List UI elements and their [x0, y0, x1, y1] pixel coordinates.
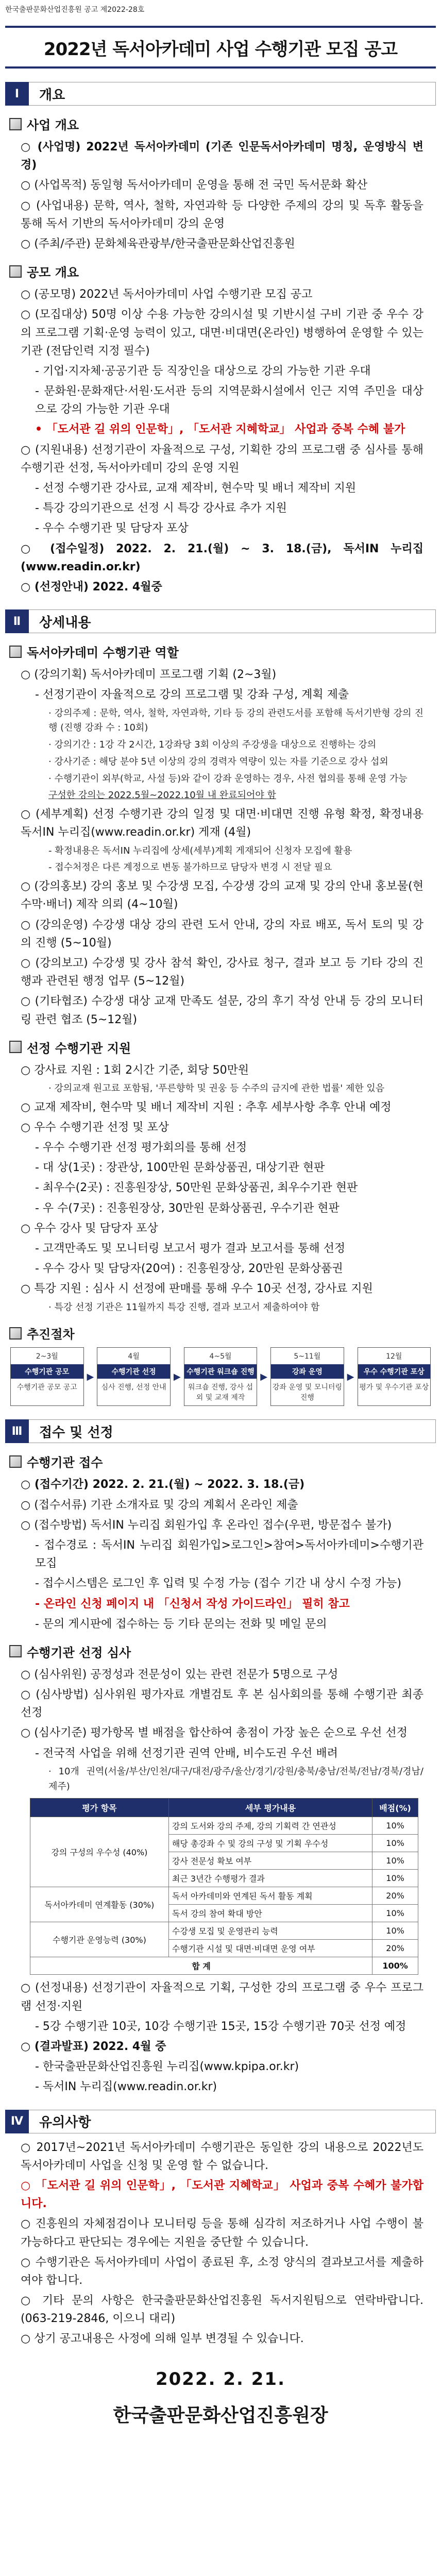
contest-item: ○ (공모명) 2022년 독서아카데미 사업 수행기관 모집 공고 — [21, 288, 313, 301]
section-title: 개요 — [29, 82, 436, 106]
support-item: - 우 수(7곳) : 진흥원장상, 30만원 문화상품권, 우수기관 현판 — [35, 1201, 340, 1215]
review-item: ○ (심사기준) 평가항목 별 배점을 합산하여 총점이 가장 높은 순으로 우선 선정 — [21, 1726, 408, 1740]
kpipa-link[interactable]: - 한국출판문화산업진흥원 누리집(www.kpipa.or.kr) — [35, 2060, 299, 2074]
review-list — [21, 1666, 423, 1794]
readin-link[interactable]: - 독서IN 누리집(www.readin.or.kr) — [35, 2080, 217, 2094]
review-item: ○ (심사방법) 심사위원 평가자료 개별검토 후 본 심사회의를 통해 수행기관 최종 선정 — [21, 1688, 423, 1720]
support-item: - 대 상(1곳) : 장관상, 100만원 문화상품권, 대상기관 현판 — [35, 1161, 325, 1175]
contest-item: ○ (접수일정) 2022. 2. 21.(월) ~ 3. 18.(금), 독서IN 누리집(www.readin.or.kr) — [21, 542, 423, 573]
checkbox-bullet-icon — [9, 118, 22, 130]
support-item: - 최우수(2곳) : 진흥원장상, 50만원 문화상품권, 최우수기관 현판 — [35, 1181, 358, 1195]
section-4-header — [5, 2110, 436, 2133]
role-note: - 확정내용은 독서IN 누리집에 상세(세부)계획 게재되어 신청자 모집에 활용 — [48, 845, 352, 856]
checkbox-bullet-icon — [9, 1455, 22, 1468]
support-item: ○ 우수 수행기관 선정 및 포상 — [21, 1121, 169, 1134]
contest-item: - 문화원·문화재단·서원·도서관 등의 지역문화시설에서 인근 지역 주민을 대상으로 강의 가능한 기관 우대 — [35, 385, 423, 416]
selection-item: ○ (선정내용) 선정기관이 자율적으로 기획, 구성한 강의 프로그램 중 우수 프로그램 선정·지원 — [21, 1981, 423, 2013]
table-row: 해당 총강좌 수 및 강의 구성 및 기획 우수성 10% — [30, 1835, 418, 1852]
review-note: · 10개 권역(서울/부산/인천/대구/대전/광주/울산/경기/강원/충북/충남/전북/전남/경북/경남/제주) — [48, 1766, 423, 1792]
support-item: ○ 교재 제작비, 현수막 및 배너 제작비 지원 : 추후 세부사항 추후 안내 예정 — [21, 1100, 392, 1114]
selection-item: - 5강 수행기관 10곳, 10강 수행기관 15곳, 15강 수행기관 70곳 선정 예정 — [35, 2020, 406, 2033]
contest-item: - 우수 수행기관 및 담당자 포상 — [35, 522, 189, 535]
support-note: · 특강 선정 기관은 11월까지 특강 진행, 결과 보고서 제출하여야 함 — [48, 1301, 320, 1313]
support-item: - 우수 수행기관 선정 평가회의를 통해 선정 — [35, 1141, 247, 1155]
support-note: · 강의교재 원고료 포함됨, '푸른향학 및 권웅 등 수주의 금지에 관한 법률' 제한 있음 — [48, 1082, 385, 1094]
section-title: 상세내용 — [29, 609, 436, 633]
support-list — [21, 1061, 423, 1315]
arrow-right-icon: ▶ — [347, 1371, 354, 1382]
arrow-right-icon: ▶ — [173, 1371, 181, 1382]
application-item: ○ (접수방법) 독서IN 누리집 회원가입 후 온라인 접수(우편, 방문접수 불가) — [21, 1518, 392, 1532]
support-item: ○ 특강 지원 : 심사 시 선정에 판매를 통해 우수 10곳 선정, 강사료 지원 — [21, 1282, 373, 1296]
application-guide-link[interactable]: - 온라인 신청 페이지 내 「신청서 작성 가이드라인」 필히 참고 — [35, 1597, 350, 1611]
checkbox-bullet-icon — [9, 265, 22, 278]
role-item: ○ (기타협조) 수강생 대상 교재 만족도 설문, 강의 후기 작성 안내 등 강의 모니터링 관련 협조 (5~12월) — [21, 995, 423, 1026]
role-note: · 강의주제 : 문학, 역사, 철학, 자연과학, 기타 등 강의 관련도서를 포함해 독서기반형 강의 진행 (진행 강좌 수 : 10회) — [48, 707, 423, 734]
table-row: 수행기관 시설 및 대면·비대면 운영 여부 20% — [30, 1940, 418, 1957]
role-item: - 선정기관이 자율적으로 강의 프로그램 및 강좌 구성, 계획 제출 — [35, 688, 349, 702]
application-item: - 접수경로 : 독서IN 누리집 회원가입>로그인>참여>독서아카데미>수행기관 모집 — [35, 1538, 423, 1570]
role-item: ○ (강의홍보) 강의 홍보 및 수강생 모집, 수강생 강의 교재 및 강의 안내 홍보물(현수막·배너) 제작 의뢰 (4~10월) — [21, 880, 423, 911]
evaluation-table — [30, 1798, 418, 1975]
table-row: 수행기관 운영능력 (30%) 수강생 모집 및 운영관리 능력 10% — [30, 1922, 418, 1940]
process-step: 4월 수행기관 선정 심사 진행, 선정 안내 — [97, 1347, 171, 1406]
support-item: - 우수 강사 및 담당자(20여) : 진흥원장상, 20만원 문화상품권 — [35, 1262, 343, 1276]
overview-item: ○ (사업내용) 문학, 역사, 철학, 자연과학 등 다양한 주제의 강의 및 독후 활동을 통해 독서 기반의 독서아카데미 강의 운영 — [21, 199, 423, 230]
table-row: 독서 강의 참여 확대 방안 10% — [30, 1905, 418, 1922]
application-item: - 접수시스템은 로그인 후 입력 및 수정 가능 (접수 기간 내 상시 수정 가능) — [35, 1577, 402, 1590]
section-number: Ⅲ — [5, 1419, 29, 1443]
table-row: 최근 3년간 수행평가 결과 10% — [30, 1870, 418, 1887]
section-3-header — [5, 1419, 436, 1443]
role-note: · 수행기관이 외부(학교, 사설 등)와 같이 강좌 운영하는 경우, 사전 협의를 통해 운영 가능 — [48, 773, 408, 784]
notice-list — [21, 2139, 423, 2348]
table-row: 독서아카데미 연계활동 (30%) 독서 아카데미와 연계된 독서 활동 계획 20% — [30, 1887, 418, 1905]
subsection-heading: 추진절차 — [9, 1324, 432, 1342]
role-item: ○ (강의보고) 수강생 및 강사 참석 확인, 강사료 청구, 결과 보고 등 기타 강의 진행과 관련된 행정 업무 (5~12월) — [21, 957, 423, 988]
notice-item: ○ 진흥원의 자체점검이나 모니터링 등을 통해 심각히 저조하거나 사업 수행이 불가능하다고 판단되는 경우에는 지원을 중단할 수 있습니다. — [21, 2217, 423, 2249]
section-number: Ⅳ — [5, 2110, 29, 2133]
arrow-right-icon: ▶ — [87, 1371, 94, 1382]
selection-item: ○ (결과발표) 2022. 4월 중 — [21, 2040, 166, 2053]
application-item: - 문의 게시판에 접수하는 등 기타 문의는 전화 및 메일 문의 — [35, 1617, 327, 1631]
notice-item: ○ 기타 문의 사항은 한국출판문화산업진흥원 독서지원팀으로 연락바랍니다. (063-219-2846, 이으니 대리) — [21, 2294, 423, 2326]
contest-item: ○ (지원내용) 선정기관이 자율적으로 구성, 기획한 강의 프로그램 중 심사를 통해 수행기관 선정, 독서아카데미 강의 운영 지원 — [21, 443, 423, 474]
subsection-heading: 선정 수행기관 지원 — [9, 1038, 432, 1056]
business-overview — [21, 138, 423, 253]
subsection-heading: 공모 개요 — [9, 262, 432, 280]
review-item: ○ (심사위원) 공정성과 전문성이 있는 관련 전문가 5명으로 구성 — [21, 1668, 338, 1681]
contest-item: ○ (선정안내) 2022. 4월중 — [21, 580, 162, 594]
overview-item: ○ (사업명) 2022년 독서아카데미 (기존 인문독서아카데미 명칭, 운영방식 변경) — [21, 141, 423, 172]
section-1-header — [5, 82, 436, 106]
application-list — [21, 1476, 423, 1633]
section-number: Ⅰ — [5, 82, 29, 106]
process-step: 12월 우수 수행기관 포상 평가 및 우수기관 포상 — [358, 1347, 431, 1406]
notice-item: ○ 「도서관 길 위의 인문학」, 「도서관 지혜학교」 사업과 중복 수혜가 불가합니다. — [21, 2179, 423, 2211]
issuing-organization: 한국출판문화산업진흥원장 — [113, 2404, 328, 2426]
role-item: ○ (강의기획) 독서아카데미 프로그램 기획 (2~3월) — [21, 668, 277, 682]
contest-overview — [21, 285, 423, 596]
support-item: ○ 강사료 지원 : 1회 2시간 기준, 회당 50만원 — [21, 1063, 249, 1077]
subsection-heading: 수행기관 접수 — [9, 1452, 432, 1470]
application-item: ○ (접수기간) 2022. 2. 21.(월) ~ 2022. 3. 18.(금) — [21, 1478, 305, 1492]
table-row: 강의 구성의 우수성 (40%) 강의 도서와 강의 주제, 강의 기획력 간 연관성 10% — [30, 1817, 418, 1835]
process-step: 5~11월 강좌 운영 강좌 운영 및 모니터링 진행 — [270, 1347, 344, 1406]
process-step: 2~3월 수행기관 공모 수행기관 공모 공고 — [10, 1347, 84, 1406]
contest-warning: • 「도서관 길 위의 인문학」, 「도서관 지혜학교」 사업과 중복 수혜 불가 — [35, 423, 405, 436]
process-steps — [10, 1347, 431, 1406]
review-item: - 전국적 사업을 위해 선정기관 권역 안배, 비수도권 우선 배려 — [35, 1747, 338, 1760]
role-item: ○ (세부계획) 선정 수행기관 강의 일정 및 대면·비대면 진행 유형 확정, 확정내용 독서IN 누리집(www.readin.or.kr) 게재 (4월) — [21, 808, 423, 839]
contest-item: - 선정 수행기관 강사료, 교재 제작비, 현수막 및 배너 제작비 지원 — [35, 482, 357, 495]
subsection-heading: 사업 개요 — [9, 115, 432, 133]
table-header-row: 평가 항목 세부 평가내용 배점(%) — [30, 1799, 418, 1817]
contest-item: - 기업·지자체·공공기관 등 직장인을 대상으로 강의 가능한 기관 우대 — [35, 364, 371, 378]
announcement-number: 한국출판문화산업진흥원 공고 제2022-28호 — [5, 6, 145, 14]
overview-item: ○ (주최/주관) 문화체육관광부/한국출판문화산업진흥원 — [21, 237, 295, 250]
role-note: · 강의기간 : 1강 각 2시간, 1강좌당 3회 이상의 주강생을 대상으로 진행하는 강의 — [48, 739, 377, 751]
role-note: - 접수처정은 다른 계정으로 변동 불가하므로 담당자 변경 시 전달 필요 — [48, 862, 332, 873]
table-total-row: 합 계 100% — [30, 1957, 418, 1975]
arrow-right-icon: ▶ — [260, 1371, 268, 1382]
contest-item: - 특강 강의기관으로 선정 시 특강 강사료 추가 지원 — [35, 502, 287, 515]
support-item: ○ 우수 강사 및 담당자 포상 — [21, 1222, 158, 1235]
notice-item: ○ 상기 공고내용은 사정에 의해 일부 변경될 수 있습니다. — [21, 2332, 304, 2346]
page-title: 2022년 독서아카데미 사업 수행기관 모집 공고 — [5, 26, 436, 69]
subsection-heading: 독서아카데미 수행기관 역할 — [9, 642, 432, 660]
section-number: Ⅱ — [5, 609, 29, 633]
checkbox-bullet-icon — [9, 1327, 22, 1340]
role-note: · 강사기준 : 해당 분야 5년 이상의 강의 경력자 역량이 있는 자를 기준으로 강사 섭외 — [48, 756, 388, 767]
contest-item: ○ (모집대상) 50명 이상 수용 가능한 강의시설 및 기반시설 구비 기관 중 우수 강의 프로그램 기획·운영 능력이 있고, 대면·비대면(온라인) 병행하여 운영할 수 있는 기관 (전담인력 지정 필수) — [21, 308, 423, 358]
section-title: 유의사항 — [29, 2110, 436, 2133]
role-list — [21, 666, 423, 1029]
section-title: 접수 및 선정 — [29, 1419, 436, 1443]
selection-result-list — [21, 1979, 423, 2096]
checkbox-bullet-icon — [9, 1645, 22, 1657]
announcement-date: 2022. 2. 21. — [155, 2368, 286, 2389]
role-item: ○ (강의운영) 수강생 대상 강의 관련 도서 안내, 강의 자료 배포, 독서 토의 및 강의 진행 (5~10월) — [21, 918, 423, 950]
checkbox-bullet-icon — [9, 1041, 22, 1053]
process-step: 4~5월 수행기관 워크숍 진행 워크숍 진행, 강사 섭외 및 교재 제작 — [184, 1347, 258, 1406]
notice-item: ○ 수행기관은 독서아카데미 사업이 종료된 후, 소정 양식의 결과보고서를 제출하여야 합니다. — [21, 2256, 423, 2287]
role-note: 구성한 강의는 2022.5월~2022.10월 내 완료되어야 함 — [48, 790, 276, 801]
checkbox-bullet-icon — [9, 646, 22, 658]
table-row: 강사 전문성 확보 여부 10% — [30, 1852, 418, 1870]
support-item: - 고객만족도 및 모니터링 보고서 평가 결과 보고서를 통해 선정 — [35, 1242, 346, 1256]
notice-item: ○ 2017년~2021년 독서아카데미 수행기관은 동일한 강의 내용으로 2022년도 독서아카데미 사업을 신청 및 운영 할 수 없습니다. — [21, 2141, 423, 2172]
section-2-header — [5, 609, 436, 633]
application-item: ○ (접수서류) 기관 소개자료 및 강의 계획서 온라인 제출 — [21, 1498, 298, 1512]
subsection-heading: 수행기관 선정 심사 — [9, 1642, 432, 1660]
overview-item: ○ (사업목적) 동일형 독서아카데미 운영을 통해 전 국민 독서문화 확산 — [21, 179, 368, 192]
